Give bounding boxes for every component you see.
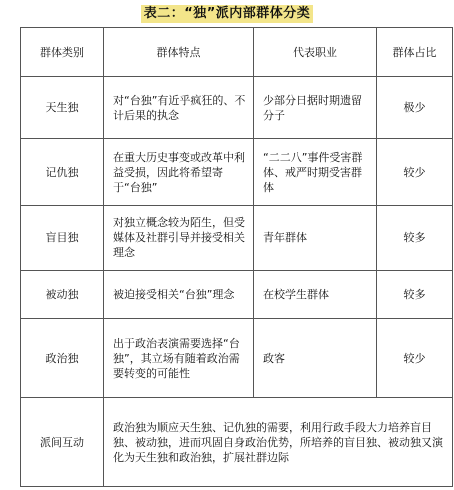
interaction-row [21,398,453,487]
row-features: 出于政治表演需要选择“台独”，其立场有随着政治需要转变的可能性 [104,318,254,398]
row-category: 天生独 [21,77,104,139]
row-share: 较多 [377,206,453,270]
row-features: 被迫接受相关“台独”理念 [104,270,254,318]
table-row [21,139,453,206]
row-share: 较多 [377,270,453,318]
table-row [21,206,453,270]
table-row [21,318,453,398]
header-features: 群体特点 [104,28,254,77]
row-occupation: 政客 [254,318,377,398]
row-category: 盲目独 [21,206,104,270]
row-occupation: 在校学生群体 [254,270,377,318]
header-category: 群体类别 [21,28,104,77]
row-occupation: 青年群体 [254,206,377,270]
group-classification-table [20,27,453,487]
interaction-category: 派间互动 [21,398,104,487]
header-share: 群体占比 [377,28,453,77]
row-occupation: “二二八”事件受害群体、戒严时期受害群体 [254,139,377,206]
row-share: 极少 [377,77,453,139]
table-title: 表二：“独”派内部群体分类 [141,5,314,23]
row-occupation: 少部分日据时期遗留分子 [254,77,377,139]
row-category: 政治独 [21,318,104,398]
row-category: 记仇独 [21,139,104,206]
row-features: 对独立概念较为陌生，但受媒体及社群引导并接受相关理念 [104,206,254,270]
row-share: 较少 [377,318,453,398]
row-features: 对“台独”有近乎疯狂的、不计后果的执念 [104,77,254,139]
row-category: 被动独 [21,270,104,318]
row-share: 较少 [377,139,453,206]
interaction-text: 政治独为顺应天生独、记仇独的需要，利用行政手段大力培养盲目独、被动独，进而巩固自身政治优势，所培养的盲目独、被动独又演化为天生独和政治独，扩展社群边际 [104,398,453,487]
table-row [21,270,453,318]
header-occupation: 代表职业 [254,28,377,77]
table-row [21,77,453,139]
table-header-row [21,28,453,77]
row-features: 在重大历史事变或改革中利益受损，因此将希望寄于“台独” [104,139,254,206]
table-title-container [0,2,454,24]
